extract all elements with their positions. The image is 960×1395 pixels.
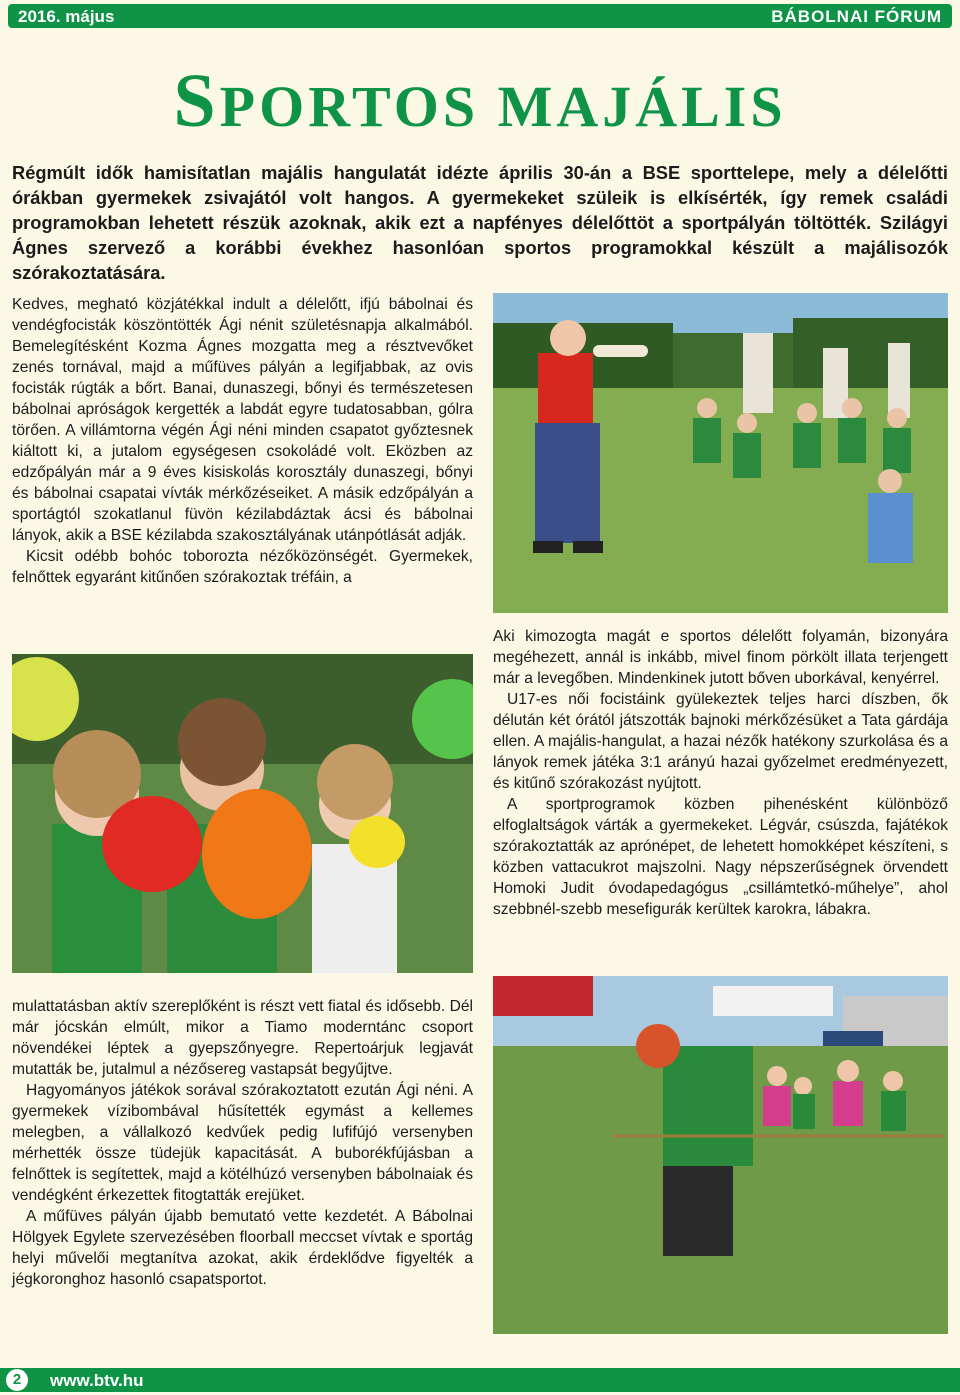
footer-bar [0, 1368, 960, 1392]
col1-paragraph-2: Kicsit odébb bohóc toborozta nézőközönségét. Gyermekek, felnőttek egyaránt kitűnően szórakoztak tréfáin, a [12, 548, 473, 586]
photo-clown-show [493, 293, 948, 613]
photo-balloon-contest [12, 654, 473, 973]
article-column-1 [12, 294, 473, 588]
col2-paragraph-1: Aki kimozogta magát e sportos délelőtt folyamán, bizonyára megéhezett, annál is inkább, mivel finom pörkölt illata terjengett már a levegőben. Mindenkinek jutott bőven uborkával, kenyérrel. [493, 628, 948, 687]
article-column-2 [493, 626, 948, 920]
photo-tug-of-war-image [493, 976, 948, 1334]
header-bar [8, 4, 952, 28]
col3-paragraph-3: A műfüves pályán újabb bemutató vette kezdetét. A Bábolnai Hölgyek Egylete szervezésében floorball meccset vívtak e sportág helyi művelői megtanítva azokat, akik érdeklődve figyelték a jégkoronghoz hasonló csapatsportot. [12, 1208, 473, 1288]
col1-paragraph-1: Kedves, megható közjátékkal indult a délelőtt, ifjú bábolnai és vendégfocisták köszöntötték Ági nénit születésnapja alkalmából. Bemelegítésként Kozma Ágnes mozgatta meg a résztvevőket zenés tornával, majd a műfüves pályán a legifjabbak, az ovis focisták rúgták a bőrt. Banai, dunaszegi, bőnyi és természetesen bábolnai apróságok kergették a labdát egyre tudatosabban, gólra törően. A villámtorna végén Ági néni minden csapatot győztesnek kiáltott ki, a jutalom egységesen csokoládé volt. Eközben az edzőpályán már a 9 éves kisiskolás korosztály dunaszegi, bőnyi és bábolnai csapatai vívták mérkőzéseiket. A másik edzőpályán a sportágtól szokatlanul füvön kézilabdáztak ácsi és bábolnai lányok, akik a BSE kézilabda szakosztályának utánpótlását adják. [12, 296, 473, 544]
col2-paragraph-2: U17-es női focistáink gyülekeztek teljes harci díszben, ők délután két órától játszották bajnoki mérkőzésüket a Tata gárdája ellen. A majális-hangulat, a hazai nézők hatékony szurkolása és a lányok remek játéka 3:1 arányú hazai győzelmet eredményezett, és kitűnő szórakozást nyújtott. [493, 691, 948, 792]
title-rest: PORTOS MAJÁLIS [219, 74, 787, 139]
col3-paragraph-1: mulattatásban aktív szereplőként is részt vett fiatal és idősebb. Dél már jócskán elmúlt, mikor a Tiamo moderntánc csoport növendékei léptek a gyepszőnyegre. Repertoárjuk legjavát mutatták be, jutalmul a nézősereg vastapsát begyűjtve. [12, 998, 473, 1078]
lead-paragraph: Régmúlt idők hamisítatlan majális hangulatát idézte április 30-án a BSE sporttelepe, mely a délelőtti órákban gyermekek zsivajától volt hangos. A gyermekeket szüleik is elkísérték, így remek családi programokban lehetett részük azoknak, akik ezt a napfényes délelőttöt a sportpályán töltötték. Szilágyi Ágnes szervező a korábbi évekhez hasonlóan sportos programokkal készült a majálisozók szórakoztatására. [12, 162, 948, 283]
website-link[interactable]: www.btv.hu [50, 1371, 144, 1390]
photo-balloon-contest-image [12, 654, 473, 973]
col3-paragraph-2: Hagyományos játékok sorával szórakoztatott ezután Ági néni. A gyermekek vízibombával hűsítették egymást a kellemes melegben, a vállalkozó kedvűek pedig lufifújó versenyben mérhették össze tüdejük kapacitását. A buborékfújásban a felnőttek is segítettek, majd a kötélhúzó versenyben bábolnaiak és vendégként érkezettek fitogtatták erejüket. [12, 1082, 473, 1204]
article-title [0, 58, 960, 145]
page-number: 2 [6, 1369, 28, 1391]
article-column-3 [12, 996, 473, 1290]
issue-date: 2016. május [18, 7, 115, 26]
col2-paragraph-3: A sportprogramok közben pihenésként különböző elfoglaltságok várták a gyermekeket. Légvár, csúszda, fajátékok szórakoztatták az aprónépet, de lehetett homokképet készíteni, s közben vattacukrot majszolni. Nagy népszerűségnek örvendett Homoki Judit óvodapedagógus „csillámtetkó-műhelye”, ahol szebbnél-szebb mesefigurák kerültek karokra, lábakra. [493, 796, 948, 918]
title-first-letter: S [173, 59, 220, 143]
photo-tug-of-war [493, 976, 948, 1334]
photo-clown-show-image [493, 293, 948, 613]
publication-name: BÁBOLNAI FÓRUM [771, 7, 942, 26]
